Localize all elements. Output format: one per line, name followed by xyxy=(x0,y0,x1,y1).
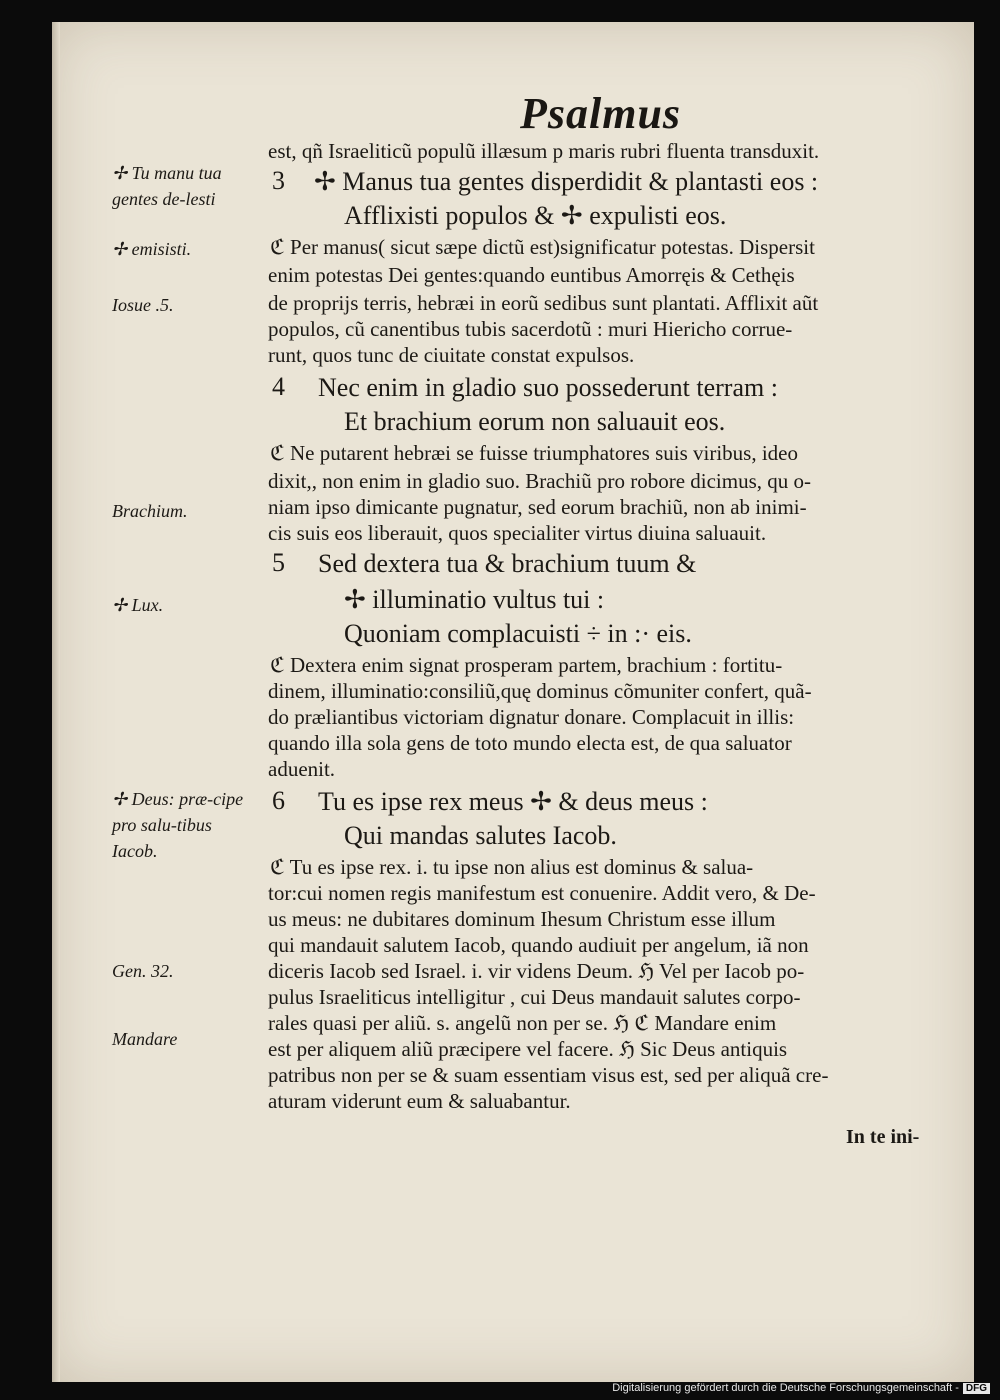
verse-line: Et brachium eorum non saluauit eos. xyxy=(344,407,726,436)
verse-line: Nec enim in gladio suo possederunt terram : xyxy=(318,373,778,402)
margin-note: ✢ Tu manu tua gentes de-lesti xyxy=(112,163,222,209)
text-line: us meus: ne dubitares dominum Ihesum Christum esse illum xyxy=(268,907,776,931)
verse-number: 5 xyxy=(272,548,285,577)
text-line: ℭ Tu es ipse rex. i. tu ipse non alius est dominus & salua- xyxy=(270,855,754,879)
text-line: est per aliquem aliũ præcipere vel facere. ℌ Sic Deus antiquis xyxy=(268,1037,788,1061)
text-line: de proprijs terris, hebræi in eorũ sedibus sunt plantati. Afflixit aũt xyxy=(268,291,819,315)
verse-line: Tu es ipse rex meus ✢ & deus meus : xyxy=(318,787,708,816)
digitization-credit xyxy=(612,1382,990,1394)
text-line: aduenit. xyxy=(268,757,336,781)
text-line: tor:cui nomen regis manifestum est conuenire. Addit vero, & De- xyxy=(268,881,816,905)
text-line: quando illa sola gens de toto mundo electa est, de qua saluator xyxy=(268,731,792,755)
margin-note: Gen. 32. xyxy=(112,961,174,981)
margin-note: ✢ Deus: præ-cipe pro salu-tibus Iacob. xyxy=(112,789,244,861)
catchword: In te ini- xyxy=(846,1126,920,1148)
margin-note: Iosue .5. xyxy=(112,295,174,315)
margin-note: ✢ emisisti. xyxy=(112,239,192,259)
running-head: Psalmus xyxy=(520,89,682,138)
text-line: ℭ Dextera enim signat prosperam partem, brachium : fortitu- xyxy=(270,653,783,677)
margin-note: Mandare xyxy=(112,1029,178,1049)
text-line: dinem, illuminatio:consiliũ,quę dominus cõmuniter confert, quã- xyxy=(268,679,812,703)
text-line: diceris Iacob sed Israel. i. vir videns Deum. ℌ Vel per Iacob po- xyxy=(268,959,805,983)
dfg-logo: DFG xyxy=(963,1383,990,1394)
text-line: ℭ Ne putarent hebræi se fuisse triumphatores suis viribus, ideo xyxy=(270,441,799,465)
text-line: runt, quos tunc de ciuitate constat expulsos. xyxy=(268,343,635,367)
margin-note: ✢ Lux. xyxy=(112,595,164,615)
text-line: aturam viderunt eum & saluabantur. xyxy=(268,1089,571,1113)
credit-text: Digitalisierung gefördert durch die Deutsche Forschungsgemeinschaft - xyxy=(612,1382,959,1394)
verse-line: Qui mandas salutes Iacob. xyxy=(344,821,617,850)
text-line: populos, cũ canentibus tubis sacerdotũ : muri Hiericho corrue- xyxy=(268,317,793,341)
verse-number: 6 xyxy=(272,786,285,815)
verse-line: Quoniam complacuisti ÷ in :· eis. xyxy=(344,619,692,648)
text-line: dixit,, non enim in gladio suo. Brachiũ pro robore dicimus, qu o- xyxy=(268,469,812,493)
text-line: enim potestas Dei gentes:quando euntibus Amorręis & Cethęis xyxy=(268,263,795,287)
text-line: qui mandauit salutem Iacob, quando audiuit per angelum, iã non xyxy=(268,933,809,957)
text-line: pulus Israeliticus intelligitur , cui Deus mandauit salutes corpo- xyxy=(268,985,801,1009)
text-line: do præliantibus victoriam dignatur donare. Complacuit in illis: xyxy=(268,705,795,729)
text-line: ℭ Per manus( sicut sæpe dictũ est)significatur potestas. Dispersit xyxy=(270,235,815,259)
margin-note: Brachium. xyxy=(112,501,188,521)
verse-number: 4 xyxy=(272,372,285,401)
text-line: cis suis eos liberauit, quos specialiter virtus diuina saluauit. xyxy=(268,521,767,545)
verse-line: ✢ Manus tua gentes disperdidit & plantasti eos : xyxy=(314,167,819,196)
text-line: rales quasi per aliũ. s. angelũ non per se. ℌ ℭ Mandare enim xyxy=(268,1011,777,1035)
verse-line: ✢ illuminatio vultus tui : xyxy=(344,585,605,614)
verse-line: Sed dextera tua & brachium tuum & xyxy=(318,549,697,578)
text-line: patribus non per se & suam essentiam visus est, sed per aliquã cre- xyxy=(268,1063,829,1087)
text-line: niam ipso dimicante pugnatur, sed eorum brachiũ, non ab inimi- xyxy=(268,495,807,519)
verse-number: 3 xyxy=(272,166,285,195)
text-line: est, qñ Israeliticũ populũ illæsum p maris rubri fluenta transduxit. xyxy=(268,139,820,163)
verse-line: Afflixisti populos & ✢ expulisti eos. xyxy=(344,201,727,230)
page-gutter xyxy=(52,22,60,1382)
